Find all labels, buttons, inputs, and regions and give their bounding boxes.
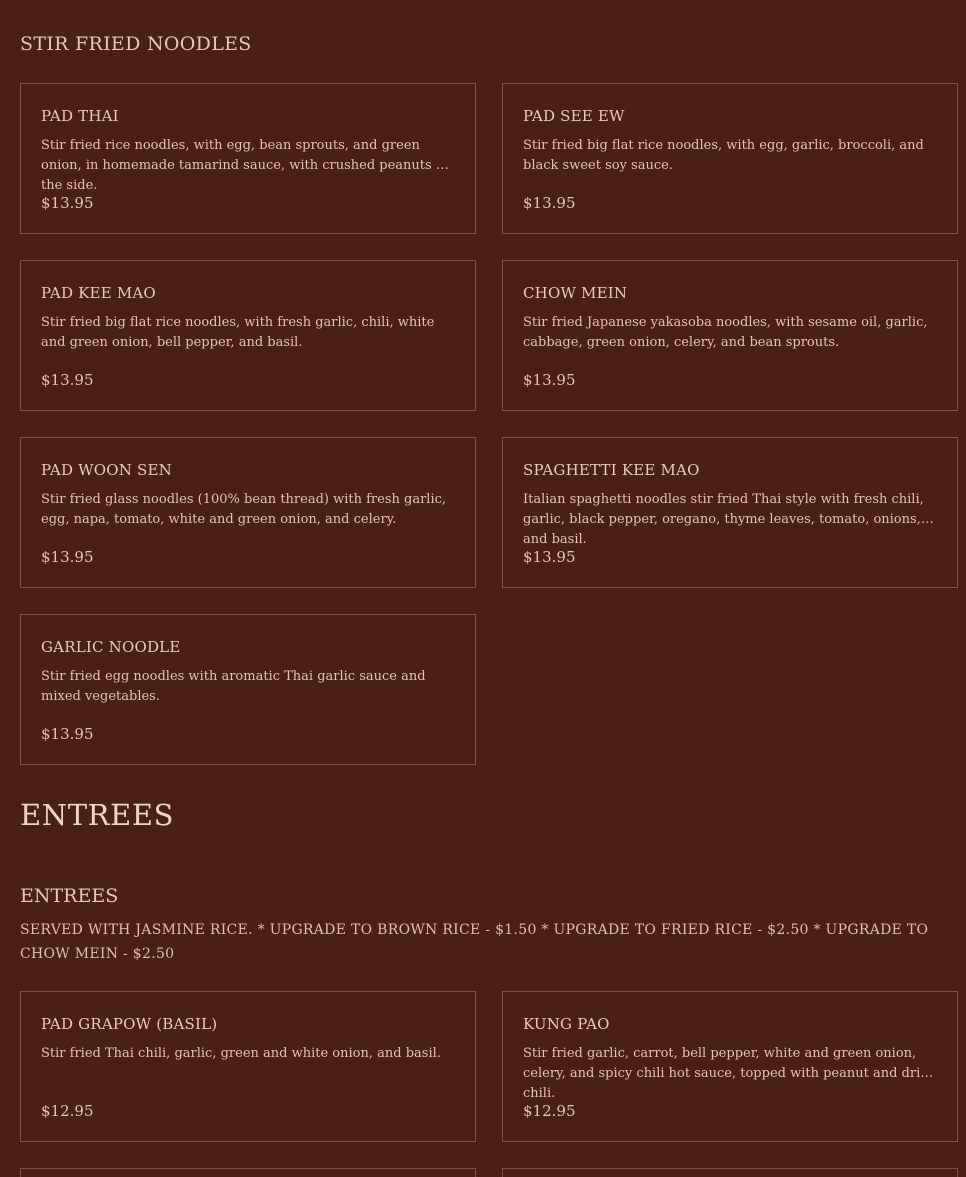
menu-item-description: Stir fried Japanese yakasoba noodles, with sesame oil, garlic, cabbage, green onion, celery, and bean sprouts. <box>523 315 928 350</box>
menu-item-price: $13.95 <box>41 548 94 566</box>
menu-item-name: PAD SEE EW <box>523 107 625 125</box>
menu-item-chow-mein[interactable] <box>502 260 958 411</box>
menu-item-name: SPAGHETTI KEE MAO <box>523 461 700 479</box>
menu-item-name: GARLIC NOODLE <box>41 638 181 656</box>
menu-item-pad-woon-sen[interactable] <box>20 437 476 588</box>
menu-item-card-partial[interactable] <box>502 1168 958 1177</box>
menu-item-price: $13.95 <box>41 194 94 212</box>
menu-item-name: PAD THAI <box>41 107 119 125</box>
menu-item-price: $12.95 <box>41 1102 94 1120</box>
section-note: SERVED WITH JASMINE RICE. * UPGRADE TO BROWN RICE - $1.50 * UPGRADE TO FRIED RICE - $2.50 * UPGRADE TO CHOW MEIN - $2.50 <box>20 922 929 962</box>
menu-item-name: KUNG PAO <box>523 1015 610 1033</box>
section-title-stir-fried-noodles: STIR FRIED NOODLES <box>20 33 252 55</box>
menu-item-price: $13.95 <box>523 194 576 212</box>
menu-item-description: Stir fried rice noodles, with egg, bean sprouts, and green onion, in homemade tamarind sauce, with crushed peanuts on the side. <box>41 138 453 193</box>
menu-item-price: $12.95 <box>523 1102 576 1120</box>
menu-item-description: Stir fried garlic, carrot, bell pepper, white and green onion, celery, and spicy chili hot sauce, topped with peanut and dried chili. <box>523 1046 937 1101</box>
menu-item-price: $13.95 <box>41 725 94 743</box>
menu-item-description: Stir fried glass noodles (100% bean thread) with fresh garlic, egg, napa, tomato, white and green onion, and celery. <box>41 492 447 527</box>
menu-item-kung-pao[interactable] <box>502 991 958 1142</box>
menu-item-description: Stir fried egg noodles with aromatic Thai garlic sauce and mixed vegetables. <box>41 669 426 704</box>
menu-item-description: Stir fried Thai chili, garlic, green and white onion, and basil. <box>41 1046 441 1061</box>
menu-item-name: PAD WOON SEN <box>41 461 172 479</box>
menu-item-description: Stir fried big flat rice noodles, with egg, garlic, broccoli, and black sweet soy sauce. <box>523 138 924 173</box>
menu-item-spaghetti-kee-mao[interactable] <box>502 437 958 588</box>
menu-item-pad-see-ew[interactable] <box>502 83 958 234</box>
menu-item-description: Italian spaghetti noodles stir fried Thai style with fresh chili, garlic, black pepper, oregano, thyme leaves, tomato, onions, and basil. <box>523 492 924 547</box>
menu-item-name: PAD GRAPOW (BASIL) <box>41 1015 218 1033</box>
menu-item-description: Stir fried big flat rice noodles, with fresh garlic, chili, white and green onion, bell pepper, and basil. <box>41 315 435 350</box>
menu-item-price: $13.95 <box>523 548 576 566</box>
category-heading-entrees: ENTREES <box>20 798 175 832</box>
menu-item-garlic-noodle[interactable] <box>20 614 476 765</box>
menu-item-name: CHOW MEIN <box>523 284 628 302</box>
menu-item-card-partial[interactable] <box>20 1168 476 1177</box>
menu-item-pad-grapow[interactable] <box>20 991 476 1142</box>
section-title-entrees: ENTREES <box>20 885 119 907</box>
menu-item-name: PAD KEE MAO <box>41 284 156 302</box>
menu-item-pad-thai[interactable] <box>20 83 476 234</box>
menu-item-price: $13.95 <box>41 371 94 389</box>
menu-item-price: $13.95 <box>523 371 576 389</box>
menu-item-pad-kee-mao[interactable] <box>20 260 476 411</box>
